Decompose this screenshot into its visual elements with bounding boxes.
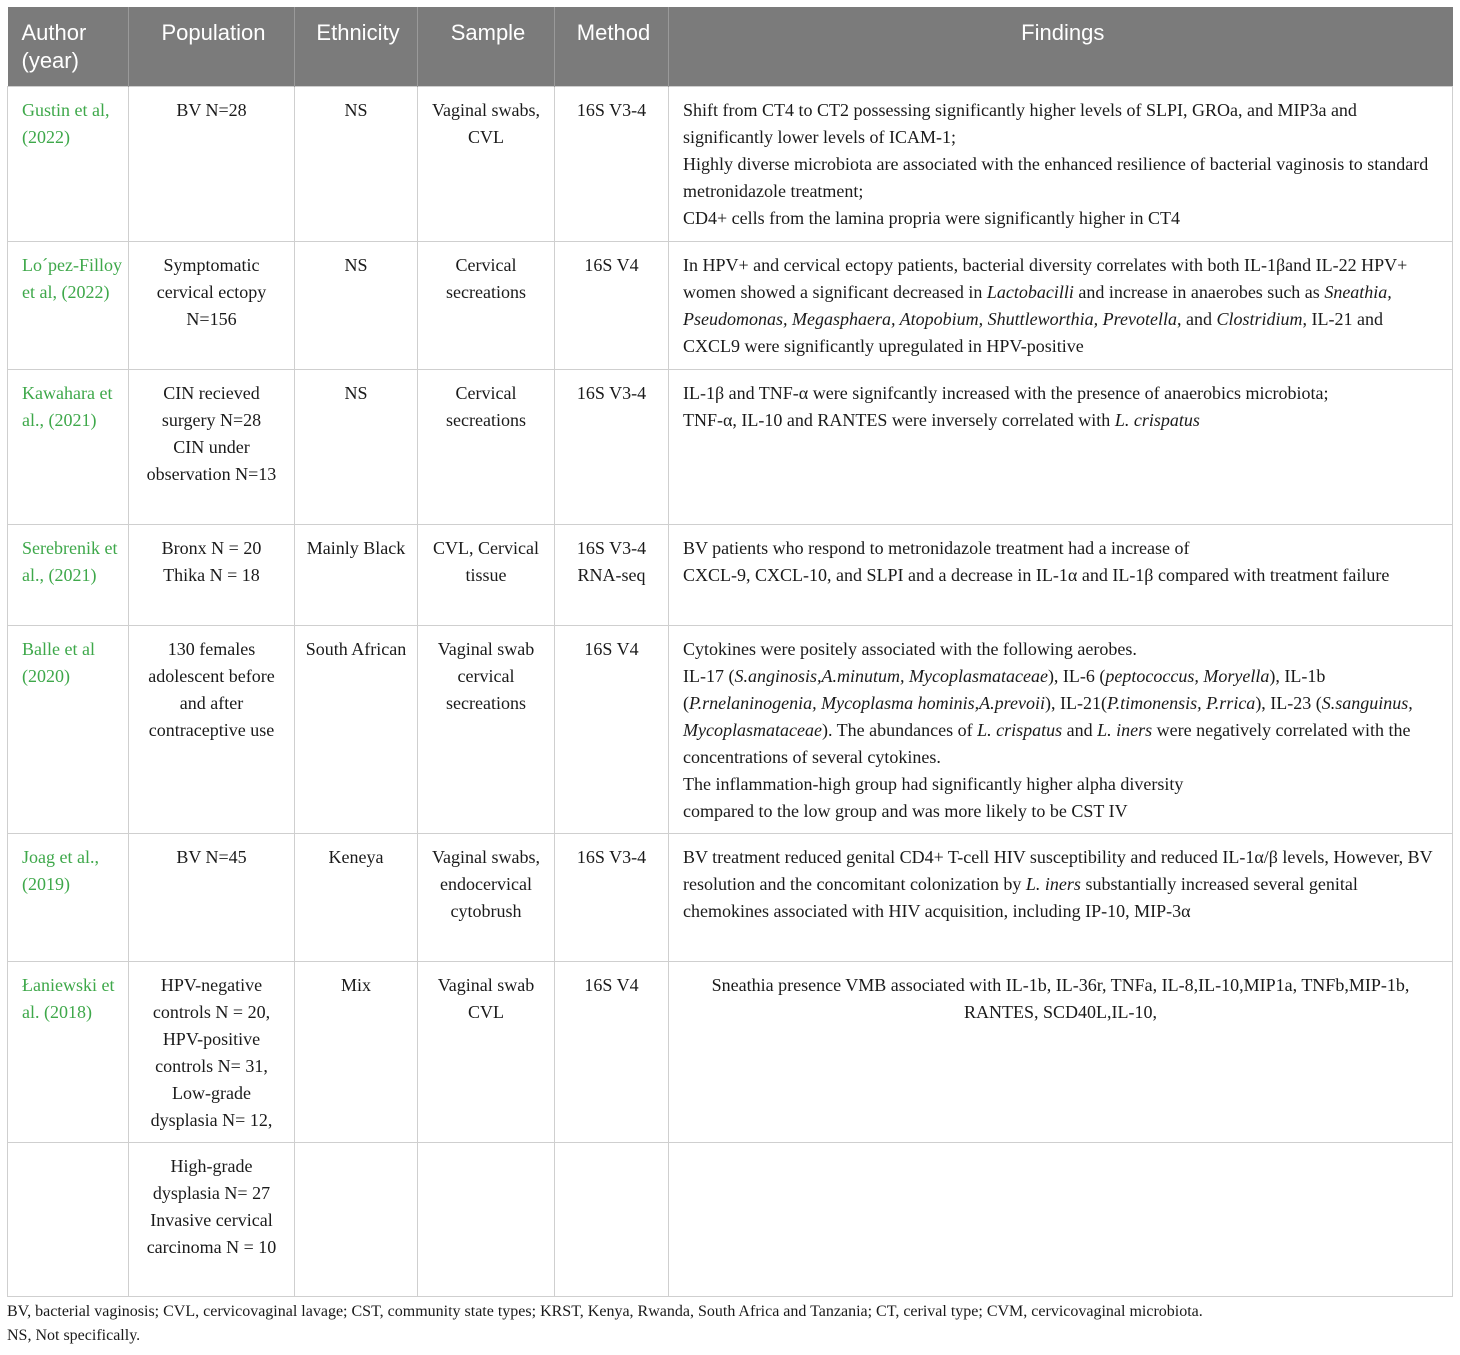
findings-line: IL-1β and TNF-α were signifcantly increased with the presence of anaerobics microbiota; (683, 383, 1329, 403)
population-line: Bronx N = 20 (161, 538, 262, 558)
findings-cell (669, 242, 1453, 370)
sample-cell-empty (418, 1143, 555, 1297)
taxon-name: Sneathia, Pseudomonas, Megasphaera, Atopobium, Shuttleworthia, Prevotella (683, 282, 1392, 329)
findings-line: Cytokines were positely associated with the following aerobes. (683, 639, 1137, 659)
findings-text: and increase in anaerobes such as (1073, 282, 1325, 302)
findings-line: CXCL-9, CXCL-10, and SLPI and a decrease in IL-1α and IL-1β compared with treatment failure (683, 565, 1390, 585)
ethnicity-cell: Mix (295, 962, 418, 1143)
taxon-name: S.sanguinus, Mycoplasmataceae (683, 693, 1413, 740)
method-cell: 16S V4 (555, 242, 669, 370)
findings-line: The inflammation-high group had significantly higher alpha diversity (683, 774, 1184, 794)
findings-cell-empty (669, 1143, 1453, 1297)
header-method: Method (555, 7, 669, 87)
ethnicity-cell-empty (295, 1143, 418, 1297)
ethnicity-cell: Keneya (295, 834, 418, 962)
findings-cell (669, 370, 1453, 525)
findings-line: compared to the low group and was more likely to be CST IV (683, 801, 1128, 821)
findings-cell (669, 525, 1453, 626)
ethnicity-cell: South African (295, 626, 418, 834)
table-row (8, 87, 1453, 242)
method-line: 16S V3-4 (576, 538, 647, 558)
findings-line: Highly diverse microbiota are associated with the enhanced resilience of bacterial vaginosis to standard metronidazole treatment; (683, 154, 1429, 201)
sample-cell: Cervical secreations (418, 242, 555, 370)
findings-text: ), IL-6 ( (1047, 666, 1106, 686)
ethnicity-cell: NS (295, 87, 418, 242)
findings-text: BV treatment reduced genital CD4+ T-cell HIV susceptibility and reduced IL-1α/β levels, However, BV resolution and the concomitant colonization by (683, 847, 1433, 894)
findings-line (683, 663, 1438, 771)
sample-cell (418, 962, 555, 1143)
findings-text: In HPV+ and cervical ectopy patients, bacterial diversity correlates with both IL-1βand IL-22 HPV+ women showed a significant decreased in (683, 255, 1408, 302)
findings-cell (669, 834, 1453, 962)
findings-text: were negatively correlated with the concentrations of several cytokines. (683, 720, 1411, 767)
method-cell-empty (555, 1143, 669, 1297)
population-cell: BV N=45 (129, 834, 295, 962)
findings-text: ), IL-1b ( (683, 666, 1326, 713)
findings-line (683, 407, 1438, 434)
table-row (8, 242, 1453, 370)
findings-text: ), IL-21( (1044, 693, 1107, 713)
method-cell: 16S V3-4 (555, 834, 669, 962)
taxon-name: Lactobacilli (986, 282, 1074, 302)
population-cell (129, 525, 295, 626)
sample-cell: Vaginal swabs, CVL (418, 87, 555, 242)
header-population: Population (129, 7, 295, 87)
sample-cell: CVL, Cervical tissue (418, 525, 555, 626)
table-footnote (7, 1300, 1447, 1348)
method-line: RNA-seq (577, 565, 646, 585)
method-cell: 16S V3-4 (555, 87, 669, 242)
author-link[interactable]: Łaniewski et al. (2018) (8, 962, 129, 1143)
findings-text: IL-17 ( (683, 666, 735, 686)
header-findings: Findings (669, 7, 1453, 87)
table-row (8, 962, 1453, 1143)
taxon-name: S.anginosis,A.minutum, Mycoplasmataceae (734, 666, 1048, 686)
sample-cell: Cervical secreations (418, 370, 555, 525)
findings-text: ), IL-23 ( (1255, 693, 1322, 713)
study-table (7, 7, 1453, 1297)
findings-line: CD4+ cells from the lamina propria were significantly higher in CT4 (683, 208, 1181, 228)
ethnicity-cell: Mainly Black (295, 525, 418, 626)
author-link[interactable]: Balle et al (2020) (8, 626, 129, 834)
author-link[interactable]: Kawahara et al., (2021) (8, 370, 129, 525)
author-link[interactable]: Gustin et al, (2022) (8, 87, 129, 242)
author-cell-empty (8, 1143, 129, 1297)
taxon-name: peptococcus, Moryella (1105, 666, 1270, 686)
population-line: CIN recieved surgery N=28 (161, 383, 262, 430)
sample-cell (418, 626, 555, 834)
table-row (8, 1143, 1453, 1297)
footnote-line: BV, bacterial vaginosis; CVL, cervicovaginal lavage; CST, community state types; KRST, Kenya, Rwanda, South Africa and Tanzania; CT, cerival type; CVM, cervicovaginal microbiota. (7, 1303, 1203, 1320)
header-sample: Sample (418, 7, 555, 87)
header-ethnicity: Ethnicity (295, 7, 418, 87)
method-cell: 16S V4 (555, 626, 669, 834)
author-link[interactable]: Joag et al., (2019) (8, 834, 129, 962)
findings-text: , and (1176, 309, 1217, 329)
population-cell (129, 370, 295, 525)
ethnicity-cell: NS (295, 370, 418, 525)
population-cell: High-grade dysplasia N= 27 Invasive cervical carcinoma N = 10 (129, 1143, 295, 1297)
author-link[interactable]: Lo´pez-Filloy et al, (2022) (8, 242, 129, 370)
findings-text: ). The abundances of (821, 720, 978, 740)
findings-cell (669, 626, 1453, 834)
findings-cell (669, 87, 1453, 242)
taxon-name: Clostridium (1216, 309, 1303, 329)
author-link[interactable]: Serebrenik et al., (2021) (8, 525, 129, 626)
sample-line: cervical secreations (446, 666, 526, 713)
sample-line: CVL (468, 1002, 504, 1022)
findings-line: BV patients who respond to metronidazole treatment had a increase of (683, 538, 1190, 558)
taxon-name: L. crispatus (977, 720, 1063, 740)
findings-cell: Sneathia presence VMB associated with IL-1b, IL-36r, TNFa, IL-8,IL-10,MIP1a, TNFb,MIP-1b, RANTES, SCD40L,IL-10, (669, 962, 1453, 1143)
header-row (8, 7, 1453, 87)
findings-text: and (1062, 720, 1098, 740)
taxon-name: L. iners (1097, 720, 1153, 740)
ethnicity-cell: NS (295, 242, 418, 370)
findings-text: TNF-α, IL-10 and RANTES were inversely correlated with (683, 410, 1115, 430)
sample-line: Vaginal swab (437, 639, 535, 659)
taxon-name: P.timonensis, P.rrica (1106, 693, 1256, 713)
population-cell: HPV-negative controls N = 20, HPV-positive controls N= 31, Low-grade dysplasia N= 12, (129, 962, 295, 1143)
sample-line: Vaginal swab (437, 975, 535, 995)
population-cell: BV N=28 (129, 87, 295, 242)
population-line: Thika N = 18 (163, 565, 260, 585)
header-author-year: Author (year) (8, 7, 129, 87)
study-table-wrapper (7, 7, 1452, 1297)
taxon-name: L. iners (1025, 874, 1081, 894)
taxon-name: P.rnelaninogenia, Mycoplasma hominis,A.prevoii (689, 693, 1045, 713)
method-cell: 16S V4 (555, 962, 669, 1143)
table-row (8, 834, 1453, 962)
findings-text: substantially increased several genital chemokines associated with HIV acquisition, including IP-10, MIP-3α (683, 874, 1358, 921)
table-row (8, 626, 1453, 834)
table-row (8, 370, 1453, 525)
method-cell: 16S V3-4 (555, 370, 669, 525)
findings-line: Shift from CT4 to CT2 possessing significantly higher levels of SLPI, GROa, and MIP3a and significantly lower levels of ICAM-1; (683, 100, 1357, 147)
footnote-line: NS, Not specifically. (7, 1327, 141, 1344)
table-row (8, 525, 1453, 626)
sample-cell: Vaginal swabs, endocervical cytobrush (418, 834, 555, 962)
method-cell (555, 525, 669, 626)
taxon-name: L. crispatus (1114, 410, 1200, 430)
population-cell: 130 females adolescent before and after contraceptive use (129, 626, 295, 834)
population-line: CIN under observation N=13 (146, 437, 277, 484)
population-cell: Symptomatic cervical ectopy N=156 (129, 242, 295, 370)
findings-text: , IL-21 and CXCL9 were significantly upregulated in HPV-positive (683, 309, 1383, 356)
